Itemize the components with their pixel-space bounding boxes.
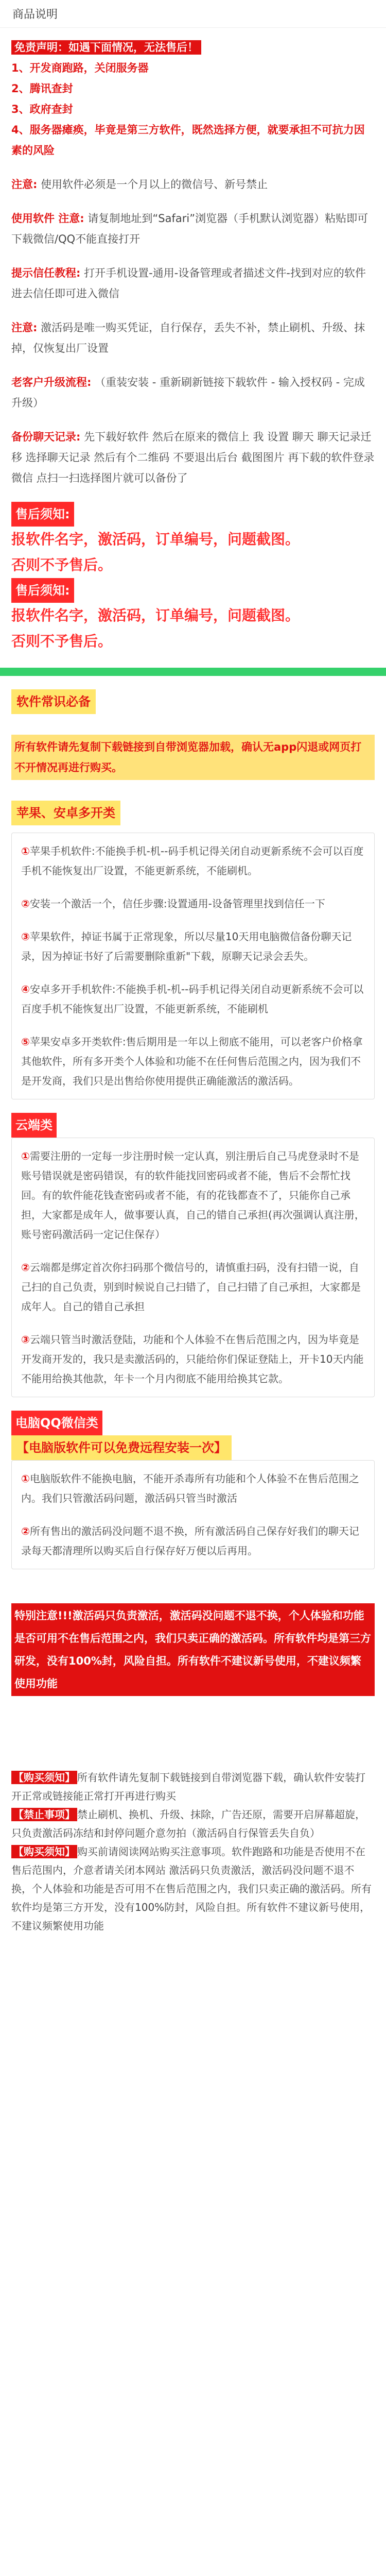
cloud-box: [11, 1138, 375, 1397]
footer-item: [11, 1805, 375, 1842]
disclaimer-section: [11, 37, 375, 161]
item-text: 苹果软件，掉证书属于正常现象，所以尽量10天用电脑微信备份聊天记录，因为掉证书好了后需要删除重新"下载，原聊天记录会丢失。: [21, 930, 352, 962]
note: [11, 372, 375, 413]
item-number: ①: [21, 1150, 30, 1162]
footer-tag: 【购买须知】: [11, 1845, 77, 1858]
notes-section: [11, 174, 375, 488]
after-sale-line: 否则不予售后。: [11, 556, 113, 573]
item-text: 苹果安卓多开类软件:售后期用是一年以上彻底不能用，可以老客户价格拿其他软件，所有多开类个人体验和功能不在任何售后范围之内，因为我们不是开发商，我们只是出售给你使用提供正确能激活的激活码。: [21, 1036, 363, 1087]
list-item: [21, 1469, 365, 1508]
note: [11, 317, 375, 359]
note: [11, 263, 375, 304]
after-sale-title: 售后须知:: [11, 578, 74, 603]
item-number: ④: [21, 983, 30, 995]
disclaimer-item: 3、政府查封: [11, 103, 73, 115]
special-notice-section: [11, 1603, 375, 1696]
pc-band: 【电脑版软件可以免费远程安装一次】: [11, 1435, 232, 1460]
note-label: 注意:: [11, 178, 38, 191]
disclaimer-item: 4、服务器瘫痪，毕竟是第三方软件，既然选择方便，就要承担不可抗力因素的风险: [11, 124, 365, 157]
note: [11, 208, 375, 249]
note-label: 提示信任教程:: [11, 267, 81, 279]
after-sale-line: 报软件名字，激活码，订单编号，问题截图。: [11, 531, 300, 548]
item-number: ②: [21, 1261, 30, 1274]
note-text: 使用软件必须是一个月以上的微信号、新号禁止: [41, 178, 268, 191]
item-number: ①: [21, 1472, 30, 1485]
item-text: 苹果手机软件:不能换手机-机--码手机记得关闭自动更新系统不会可以百度手机不能恢复出厂设置，不能更新系统，不能刷机。: [21, 845, 364, 877]
apple-section: [11, 801, 375, 1099]
apple-title: 苹果、安卓多开类: [11, 801, 120, 825]
after-sale-section: [11, 502, 375, 654]
note-text: 先下载好软件 然后在原来的微信上 我 设置 聊天 聊天记录迁移 选择聊天记录 然后有个二维码 不要退出后台 截图图片 再下载的软件登录微信 点扫一扫选择图片就可以备份了: [11, 431, 375, 484]
note-text: 激活码是唯一购买凭证，自行保存，丢失不补，禁止刷机、升级、抹掉，仅恢复出厂设置: [11, 321, 365, 354]
item-number: ②: [21, 1525, 30, 1537]
pc-section: [11, 1411, 375, 1569]
item-number: ③: [21, 930, 30, 943]
footer-text: 购买前请阅读网站购买注意事项。软件跑路和功能是否使用不在售后范围内，介意者请关闭本网站 激活码只负责激活，激活码没问题不退不换，个人体验和功能是否可用不在售后范围之内，我们只卖正确的激活码。所有软件均是第三方开发，没有100%防封，风险自担。所有软件不建议新号使用，不建议频繁使用功能: [11, 1845, 372, 1932]
note-text: （重装安装 - 重新刷新链接下载软件 - 输入授权码 - 完成升级）: [11, 376, 365, 409]
footer-section: [11, 1727, 375, 1935]
list-item: [21, 1032, 365, 1091]
tab-product-description[interactable]: [0, 0, 386, 28]
tab-label: 商品说明: [12, 8, 58, 21]
list-item: [21, 1521, 365, 1561]
list-item: [21, 1146, 365, 1244]
list-item: [21, 894, 365, 913]
download-banner: 所有软件请先复制下载链接到自带浏览器加载，确认无app闪退或网页打不开情况再进行购买。: [11, 735, 375, 780]
list-item: [21, 1258, 365, 1316]
cloud-title: 云端类: [11, 1113, 57, 1138]
note-label: 注意:: [11, 321, 38, 334]
item-number: ③: [21, 1333, 30, 1346]
footer-text: 禁止刷机、换机、升级、抹除，广告还原，需要开启屏幕超旋，只负责激活码冻结和封停问题介意勿拍（激活码自行保管丢失自负）: [11, 1808, 365, 1839]
footer-text: 所有软件请先复制下载链接到自带浏览器下载，确认软件安装打开正常或链接能正常打开再进行购买: [11, 1771, 365, 1802]
item-text: 云端都是绑定首次你扫码那个微信号的，请慎重扫码，没有扫错一说，自己扫的自己负责，别到时候说自己扫错了，自己扫错了自己承担，大家都是成年人。自己的错自己承担: [21, 1261, 361, 1313]
pc-title: 电脑QQ微信类: [11, 1411, 102, 1435]
item-text: 电脑版软件不能换电脑，不能开杀毒所有功能和个人体验不在售后范围之内。我们只管激活码问题，激活码只管当时激活: [21, 1472, 359, 1504]
item-text: 需要注册的一定每一步注册时候一定认真，别注册后自己马虎登录时不是账号错误就是密码错误，有的软件能找回密码或者不能，售后不会帮忙找回。有的软件能花钱查密码或者不能，有的花钱都查不了，只能你自己承担，大家都是成年人，做事要认真，自己的错自己承担(再次强调认真注册，账号密码激活码一定记住保存）: [21, 1150, 365, 1241]
footer-tag: 【禁止事项】: [11, 1808, 77, 1821]
note-label: 老客户升级流程:: [11, 376, 92, 388]
apple-box: [11, 833, 375, 1099]
note-label: 使用软件 注意:: [11, 212, 84, 225]
after-sale-line: 报软件名字，激活码，订单编号，问题截图。: [11, 607, 300, 624]
footer-item: [11, 1768, 375, 1805]
item-text: 安卓多开手机软件:不能换手机-机--码手机记得关闭自动更新系统不会可以百度手机不能恢复出厂设置，不能更新系统，不能刷机: [21, 983, 364, 1015]
disclaimer-item: 1、开发商跑路，关闭服务器: [11, 62, 149, 74]
footer-tag: 【购买须知】: [11, 1771, 77, 1784]
disclaimer-title: 免责声明：如遇下面情况，无法售后！: [11, 40, 201, 55]
item-number: ②: [21, 897, 30, 910]
list-item: [21, 841, 365, 880]
note: [11, 427, 375, 488]
item-text: 所有售出的激活码没问题不退不换，所有激活码自己保存好我们的聊天记录每天都清理所以购买后自行保存好万便以后再用。: [21, 1525, 359, 1557]
after-sale-line: 否则不予售后。: [11, 633, 113, 650]
item-number: ⑤: [21, 1036, 30, 1048]
common-title: 软件常识必备: [11, 689, 96, 714]
cloud-section: [11, 1113, 375, 1397]
item-number: ①: [21, 845, 30, 857]
divider: [0, 668, 386, 676]
list-item: [21, 927, 365, 966]
list-item: [21, 979, 365, 1019]
disclaimer-item: 2、腾讯查封: [11, 82, 73, 95]
after-sale-title: 售后须知:: [11, 502, 74, 527]
common-section: [11, 689, 375, 780]
item-text: 云端只管当时激活登陆，功能和个人体验不在售后范围之内，因为毕竟是开发商开发的，我只是卖激活码的，只能给你们保证登陆上，开卡10天内能不能用给换其他款，年卡一个月内彻底不能用给换其它款。: [21, 1333, 364, 1385]
pc-box: [11, 1460, 375, 1569]
item-text: 安装一个激活一个，信任步骤:设置通用-设备管理里找到信任一下: [29, 897, 325, 910]
special-notice: 特别注意!!!激活码只负责激活，激活码没问题不退不换，个人体验和功能是否可用不在售后范围之内，我们只卖正确的激活码。所有软件均是第三方研发，没有100%封，风险自担。所有软件不建议新号使用，不建议频繁使用功能: [11, 1603, 375, 1696]
note: [11, 174, 375, 195]
footer-item: [11, 1842, 375, 1935]
list-item: [21, 1330, 365, 1388]
note-label: 备份聊天记录:: [11, 431, 81, 443]
note-text: 请复制地址到“Safari”浏览器（手机默认浏览器）粘贴即可下载微信/QQ不能直接打开: [11, 212, 369, 245]
note-text: 打开手机设置-通用-设备管理或者描述文件-找到对应的软件进去信任即可进入微信: [11, 267, 366, 300]
